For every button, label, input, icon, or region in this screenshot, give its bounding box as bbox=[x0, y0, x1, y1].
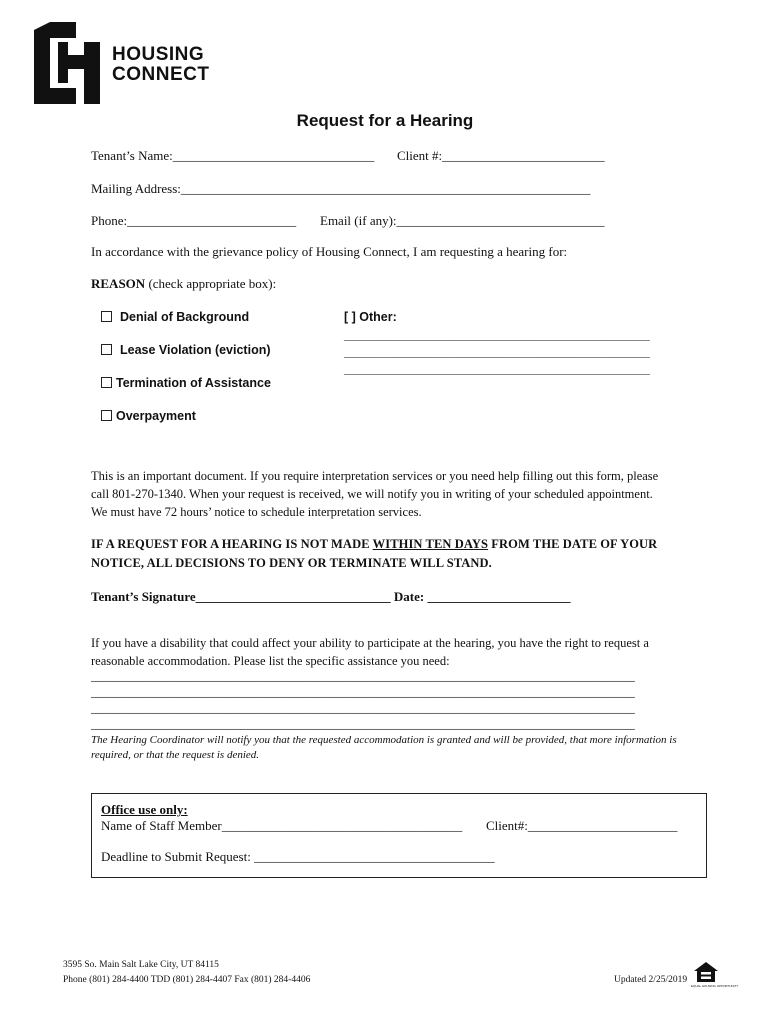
footer-address: 3595 So. Main Salt Lake City, UT 84115 bbox=[63, 960, 219, 970]
option-overpayment-label: Overpayment bbox=[116, 409, 196, 423]
staff-name-field[interactable]: Name of Staff Member_____________________________________ bbox=[101, 818, 463, 833]
option-denial-label: Denial of Background bbox=[120, 310, 250, 324]
other-line-2[interactable]: ____________________________________________ bbox=[344, 345, 650, 359]
office-use-box bbox=[91, 793, 707, 878]
date-label: Date: bbox=[393, 589, 428, 604]
housing-connect-logo-icon bbox=[34, 22, 100, 104]
warning-part1: IF A REQUEST FOR A HEARING IS NOT MADE bbox=[91, 537, 373, 551]
checkbox[interactable] bbox=[101, 344, 112, 355]
option-lease-violation[interactable] bbox=[101, 343, 271, 357]
accommodation-line-4[interactable]: _______________________________________________________________________________________ bbox=[91, 717, 635, 731]
deadline-field[interactable]: Deadline to Submit Request: _____________________________________ bbox=[101, 849, 495, 864]
option-other[interactable]: [ ] Other: bbox=[344, 310, 397, 324]
checkbox[interactable] bbox=[101, 377, 112, 388]
warning-underlined: WITHIN TEN DAYS bbox=[372, 537, 489, 551]
checkbox[interactable] bbox=[101, 410, 112, 421]
client-number-field[interactable]: Client #:_________________________ bbox=[397, 148, 605, 163]
equal-housing-logo bbox=[691, 961, 739, 993]
footer-phones: Phone (801) 284-4400 TDD (801) 284-4407 Fax (801) 284-4406 bbox=[63, 975, 311, 985]
date-line[interactable]: ______________________ bbox=[427, 589, 571, 604]
logo-line2: CONNECT bbox=[112, 64, 210, 85]
office-client-field[interactable]: Client#:_______________________ bbox=[486, 818, 678, 833]
accommodation-text: If you have a disability that could affect your ability to participate at the hearing, you have the right to request a reasonable accommodation. Please list the specific assistance you need: bbox=[91, 636, 649, 668]
logo bbox=[34, 22, 214, 104]
accommodation-note: The Hearing Coordinator will notify you that the requested accommodation is granted and will be provided, that more information is required, or that the request is denied. bbox=[91, 734, 677, 761]
phone-field[interactable]: Phone:__________________________ bbox=[91, 213, 297, 228]
option-termination[interactable] bbox=[101, 376, 271, 390]
option-termination-label: Termination of Assistance bbox=[116, 376, 271, 390]
reason-label: REASON bbox=[91, 276, 146, 291]
mailing-address-field[interactable]: Mailing Address:_______________________________________________________________ bbox=[91, 181, 591, 196]
warning-part2: FROM THE DATE OF YOUR NOTICE, ALL DECISIONS TO DENY OR TERMINATE WILL STAND. bbox=[91, 537, 658, 570]
checkbox[interactable] bbox=[101, 311, 112, 322]
eho-text: EQUAL HOUSING OPPORTUNITY bbox=[691, 984, 739, 988]
signature-label: Tenant’s Signature bbox=[91, 589, 196, 604]
intro-text: In accordance with the grievance policy of Housing Connect, I am requesting a hearing for: bbox=[91, 244, 568, 259]
tenant-name-field[interactable]: Tenant’s Name:_______________________________ bbox=[91, 148, 375, 163]
equal-housing-opportunity-icon bbox=[693, 961, 719, 983]
signature-line[interactable]: ______________________________ bbox=[195, 589, 391, 604]
accommodation-line-1[interactable]: _______________________________________________________________________________________ bbox=[91, 669, 635, 683]
page-title: Request for a Hearing bbox=[296, 111, 474, 130]
option-overpayment[interactable] bbox=[101, 409, 196, 423]
reason-heading bbox=[91, 275, 276, 293]
office-heading: Office use only: bbox=[101, 802, 188, 817]
other-line-3[interactable]: ____________________________________________ bbox=[344, 362, 650, 376]
option-lease-label: Lease Violation (eviction) bbox=[120, 343, 271, 357]
option-denial[interactable] bbox=[101, 310, 249, 324]
other-line-1[interactable]: ____________________________________________ bbox=[344, 328, 650, 342]
reason-hint: (check appropriate box): bbox=[145, 276, 277, 291]
deadline-warning bbox=[91, 535, 691, 573]
logo-line1: HOUSING bbox=[112, 44, 205, 65]
footer-updated: Updated 2/25/2019 bbox=[614, 975, 688, 985]
interpretation-notice: This is an important document. If you require interpretation services or you need help filling out this form, please call 801-270-1340. When your request is received, we will notify you in writing of your scheduled appointment. We must have 72 hours’ notice to schedule interpretation services. bbox=[91, 469, 659, 519]
email-field[interactable]: Email (if any):________________________________ bbox=[320, 213, 605, 228]
accommodation-line-2[interactable]: _______________________________________________________________________________________ bbox=[91, 685, 635, 699]
signature-row bbox=[91, 588, 570, 606]
accommodation-line-3[interactable]: _______________________________________________________________________________________ bbox=[91, 701, 635, 715]
